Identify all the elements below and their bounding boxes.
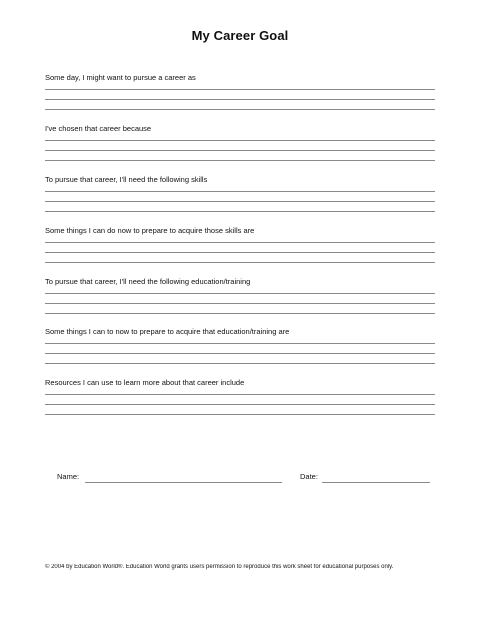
prompt-skills: To pursue that career, I'll need the following skills	[45, 175, 208, 184]
name-label: Name:	[57, 472, 80, 481]
section-education-prep	[45, 327, 435, 336]
prompt-reason: I've chosen that career because	[45, 124, 152, 133]
answer-line[interactable]	[45, 211, 435, 212]
answer-line[interactable]	[45, 293, 435, 294]
section-skills-prep	[45, 226, 435, 235]
prompt-education-prep: Some things I can to now to prepare to acquire that education/training are	[45, 327, 290, 336]
answer-line[interactable]	[45, 262, 435, 263]
answer-line[interactable]	[45, 303, 435, 304]
answer-line[interactable]	[45, 99, 435, 100]
prompt-skills-prep: Some things I can do now to prepare to acquire those skills are	[45, 226, 255, 235]
answer-line[interactable]	[45, 414, 435, 415]
answer-line[interactable]	[45, 160, 435, 161]
answer-line[interactable]	[45, 150, 435, 151]
prompt-resources: Resources I can use to learn more about that career include	[45, 378, 245, 387]
section-career	[45, 73, 435, 82]
section-resources	[45, 378, 435, 387]
prompt-education: To pursue that career, I'll need the following education/training	[45, 277, 251, 286]
answer-line[interactable]	[45, 343, 435, 344]
answer-line[interactable]	[45, 201, 435, 202]
answer-line[interactable]	[45, 109, 435, 110]
answer-line[interactable]	[45, 242, 435, 243]
section-skills	[45, 175, 435, 184]
answer-line[interactable]	[45, 353, 435, 354]
answer-line[interactable]	[45, 404, 435, 405]
page-title: My Career Goal	[191, 28, 289, 43]
answer-line[interactable]	[45, 140, 435, 141]
date-label: Date:	[300, 472, 318, 481]
answer-line[interactable]	[45, 394, 435, 395]
answer-line[interactable]	[45, 363, 435, 364]
section-education	[45, 277, 435, 286]
date-field[interactable]	[322, 482, 430, 483]
name-field[interactable]	[85, 482, 282, 483]
answer-line[interactable]	[45, 191, 435, 192]
copyright-footer: © 2004 by Education World®. Education World grants users permission to reproduce this work sheet for educational purposes only.	[45, 564, 394, 570]
answer-line[interactable]	[45, 89, 435, 90]
answer-line[interactable]	[45, 252, 435, 253]
section-reason	[45, 124, 435, 133]
answer-line[interactable]	[45, 313, 435, 314]
prompt-career: Some day, I might want to pursue a career as	[45, 73, 196, 82]
